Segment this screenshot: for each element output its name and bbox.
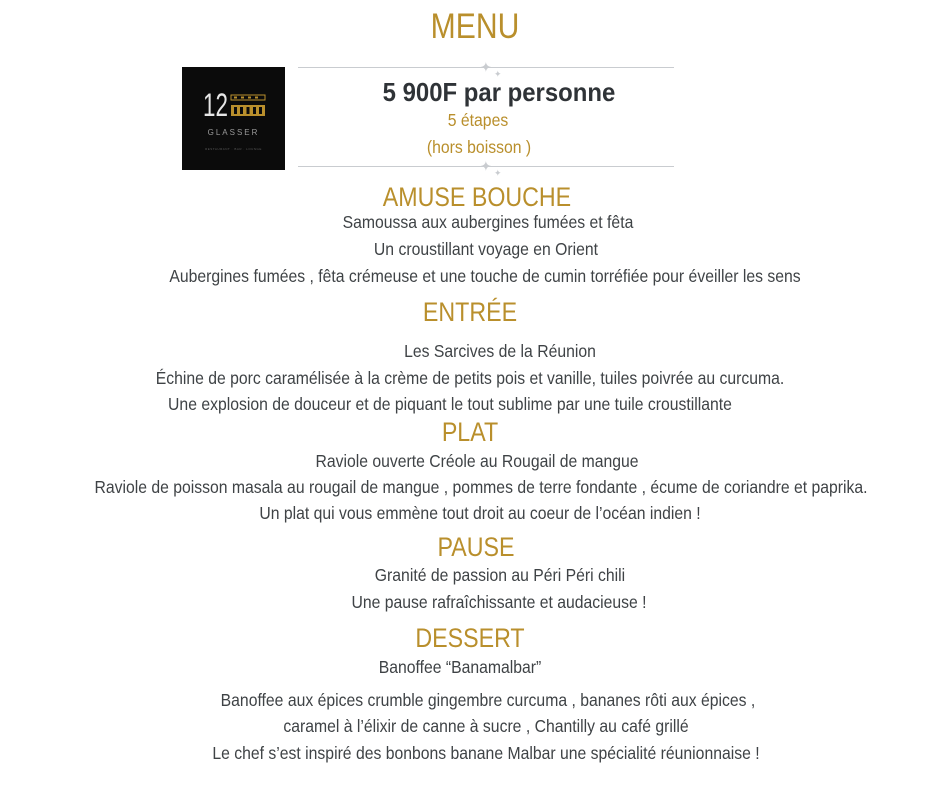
price: 5 900F par personne [382,77,616,107]
page-title: MENU [430,7,520,46]
menu-line: caramel à l’élixir de canne à sucre , Chantilly au café grillé [283,716,689,736]
crown-icon [230,92,266,118]
logo-tagline: RESTAURANT · BAR · LOUNGE [205,147,262,151]
menu-line: Échine de porc caramélisée à la crème de petits pois et vanille, tuiles poivrée au curcuma. [155,368,785,388]
menu-line: Aubergines fumées , fêta crémeuse et une touche de cumin torréfiée pour éveiller les sens [169,266,801,286]
menu-line: Une pause rafraîchissante et audacieuse ! [351,592,647,612]
section-heading-plat: PLAT [441,417,499,447]
menu-line: Banoffee aux épices crumble gingembre curcuma , bananes rôti aux épices , [220,690,756,710]
section-heading-dessert: DESSERT [415,623,525,653]
menu-line: Un plat qui vous emmène tout droit au coeur de l’océan indien ! [259,503,701,523]
menu-line: Raviole ouverte Créole au Rougail de mangue [315,451,639,471]
restaurant-logo [182,67,285,170]
section-heading-amuse-bouche: AMUSE BOUCHE [382,182,572,212]
menu-line: Le chef s’est inspiré des bonbons banane Malbar une spécialité réunionnaise ! [212,743,760,763]
section-heading-entree: ENTRÉE [422,297,518,327]
sparkle-icon: ✦ [494,69,502,79]
menu-line: Banoffee “Banamalbar” [378,657,542,677]
menu-line: Les Sarcives de la Réunion [404,341,596,361]
sparkle-icon: ✦ [480,59,492,75]
menu-line: Samoussa aux aubergines fumées et fêta [342,212,634,232]
menu-line: Granité de passion au Péri Péri chili [374,565,626,585]
section-heading-pause: PAUSE [437,532,515,562]
steps-count: 5 étapes [447,110,509,130]
sparkle-icon: ✦ [494,168,502,178]
menu-line: Un croustillant voyage en Orient [373,239,599,259]
menu-line: Une explosion de douceur et de piquant le tout sublime par une tuile croustillante [168,394,732,414]
drinks-note: (hors boisson ) [426,137,532,157]
sparkle-icon: ✦ [480,158,492,174]
logo-brand: GLASSER [207,128,260,137]
logo-number: 12 [203,87,228,123]
menu-line: Raviole de poisson masala au rougail de mangue , pommes de terre fondante , écume de coriandre et paprika. [94,477,868,497]
